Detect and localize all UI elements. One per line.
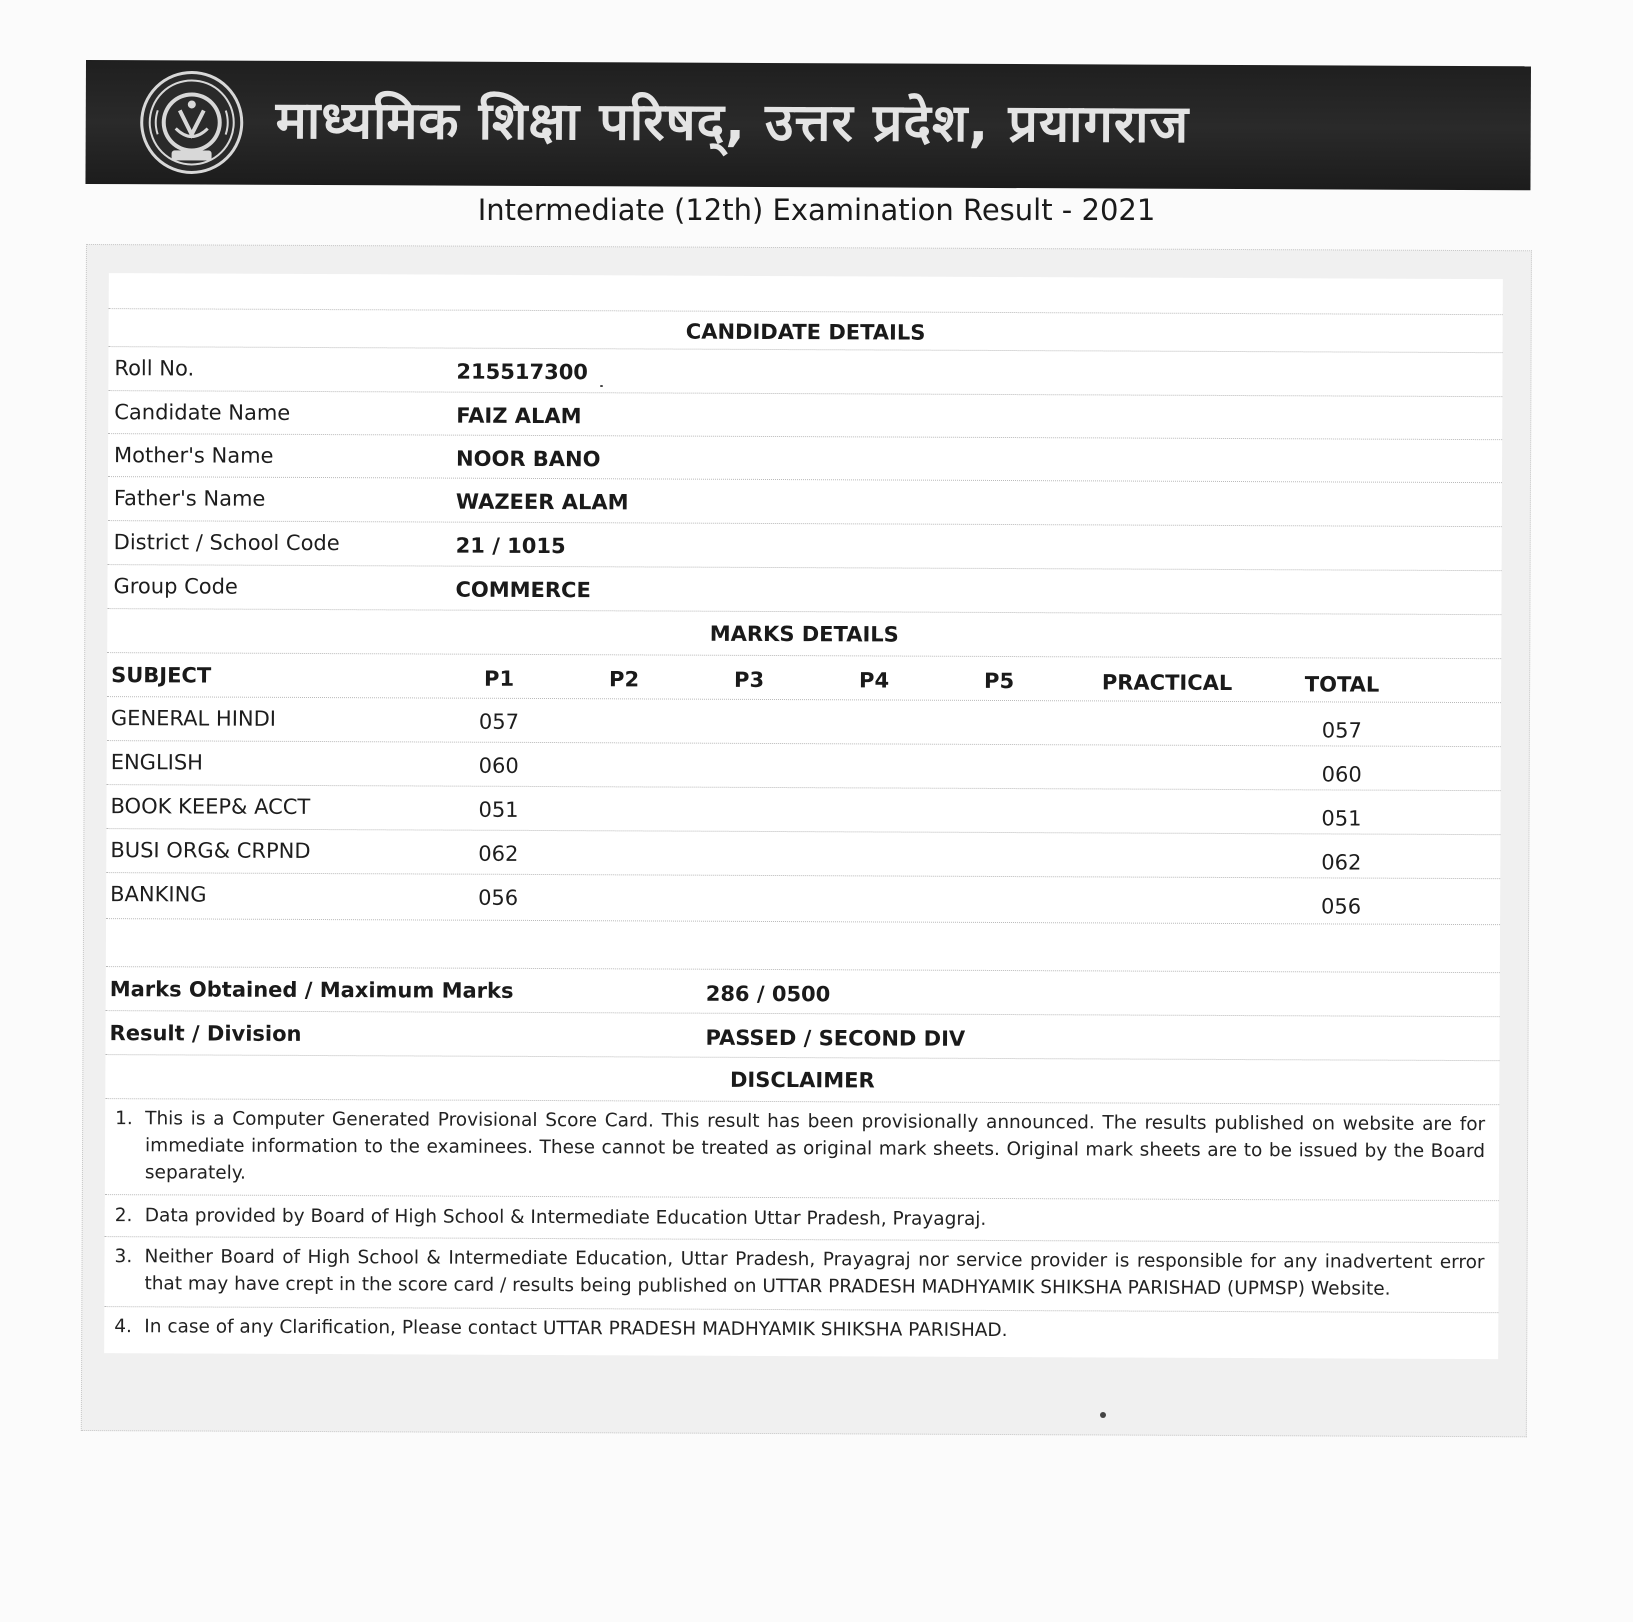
disclaimer-number: 3.: [114, 1246, 133, 1268]
column-header-p3: P3: [734, 667, 765, 692]
column-header-p1: P1: [484, 666, 515, 691]
field-label: Roll No.: [114, 356, 195, 381]
candidate-row: [108, 391, 1502, 440]
table-row: [106, 873, 1500, 925]
total-marks: 051: [1321, 806, 1362, 831]
subject-name: BUSI ORG& CRPND: [110, 838, 311, 863]
field-label: Father's Name: [113, 486, 266, 511]
result-inner: [104, 273, 1503, 1359]
disclaimer-item-row: [105, 1195, 1499, 1243]
result-row: [105, 1011, 1499, 1061]
result-division-label: Result / Division: [109, 1021, 302, 1046]
column-header-p4: P4: [859, 668, 890, 693]
p1-marks: 056: [478, 885, 519, 910]
field-label: Candidate Name: [114, 400, 291, 425]
board-title: माध्यमिक शिक्षा परिषद्, उत्तर प्रदेश, प्रयागराज: [275, 90, 1190, 155]
disclaimer-text: Data provided by Board of High School & Intermediate Education Uttar Pradesh, Prayagraj.: [144, 1205, 987, 1230]
result-card: [81, 244, 1532, 1437]
disclaimer-item: [115, 1202, 1485, 1235]
disclaimer-number: 1.: [115, 1108, 133, 1130]
up-government-emblem-icon: [140, 70, 244, 174]
column-header-practical: PRACTICAL: [1101, 670, 1233, 696]
blank-row: [106, 919, 1500, 973]
marks-obtained-value: 286 / 0500: [705, 981, 831, 1007]
total-marks: 057: [1321, 718, 1362, 743]
p1-marks: 057: [478, 709, 520, 734]
field-value: FAIZ ALAM: [456, 403, 582, 429]
subject-name: BANKING: [110, 882, 207, 907]
table-row: [106, 829, 1500, 879]
column-header-subject: SUBJECT: [111, 663, 212, 688]
field-value: COMMERCE: [455, 577, 591, 603]
candidate-row: [107, 565, 1501, 615]
field-label: Group Code: [113, 574, 238, 599]
column-header-p5: P5: [984, 668, 1015, 694]
result-division-value: PASSED / SECOND DIV: [705, 1025, 966, 1051]
disclaimer-item: [114, 1313, 1484, 1346]
table-row: [107, 697, 1501, 747]
table-row: [106, 785, 1500, 835]
marks-heading-row: [107, 609, 1501, 659]
column-header-total: TOTAL: [1304, 672, 1380, 697]
field-label: Mother's Name: [114, 443, 274, 468]
disclaimer-number: 4.: [114, 1316, 132, 1338]
p1-marks: 051: [478, 797, 519, 822]
candidate-row: [108, 477, 1502, 527]
candidate-details-heading: CANDIDATE DETAILS: [685, 319, 926, 345]
p1-marks: 060: [478, 753, 519, 778]
scan-speck: [600, 385, 603, 387]
disclaimer-item: [115, 1105, 1485, 1192]
p1-marks: 062: [478, 841, 519, 866]
field-label: District / School Code: [113, 530, 340, 556]
disclaimer-heading-row: [105, 1055, 1499, 1105]
total-marks: 062: [1321, 850, 1362, 875]
marks-header-row: [107, 653, 1501, 703]
disclaimer-text: This is a Computer Generated Provisional Score Card. This result has been provisionally announced. The results published on website are for immediate information to the examinees. These cannot be treated as original mark sheets. Original mark sheets are to be issued by the Board separately.: [144, 1108, 1486, 1184]
header-banner: [85, 60, 1531, 190]
exam-title: Intermediate (12th) Examination Result - 2021: [477, 193, 1156, 227]
field-value: 215517300: [456, 359, 589, 385]
disclaimer-item-row: [104, 1307, 1498, 1357]
marks-summary-row: [106, 967, 1500, 1017]
subject-name: BOOK KEEP& ACCT: [110, 794, 311, 819]
top-divider: [109, 273, 1503, 315]
field-value: 21 / 1015: [455, 533, 566, 559]
marks-details-heading: MARKS DETAILS: [709, 621, 899, 647]
disclaimer-item-row: [105, 1099, 1499, 1201]
column-header-p2: P2: [609, 667, 640, 692]
total-marks: 056: [1321, 894, 1362, 919]
disclaimer-item: [114, 1243, 1484, 1303]
marks-obtained-label: Marks Obtained / Maximum Marks: [109, 977, 514, 1003]
scan-speck: [1100, 1412, 1106, 1418]
disclaimer-heading: DISCLAIMER: [729, 1067, 875, 1093]
field-value: NOOR BANO: [456, 446, 601, 472]
disclaimer-number: 2.: [114, 1205, 133, 1227]
heading-row: [109, 309, 1503, 353]
disclaimer-text: Neither Board of High School & Intermediate Education, Uttar Pradesh, Prayagraj nor service provider is responsible for any inadvertent error that may have crept in the score card / results being published on UTTAR PRADESH MADHYAMIK SHIKSHA PARISHAD (UPMSP) Website.: [144, 1246, 1485, 1300]
field-value: WAZEER ALAM: [455, 489, 629, 515]
candidate-row: [108, 347, 1502, 397]
candidate-row: [108, 434, 1502, 483]
total-marks: 060: [1321, 762, 1362, 787]
disclaimer-item-row: [104, 1237, 1498, 1313]
candidate-row: [108, 521, 1502, 571]
table-row: [107, 741, 1501, 791]
subject-name: ENGLISH: [110, 750, 204, 775]
disclaimer-text: In case of any Clarification, Please contact UTTAR PRADESH MADHYAMIK SHIKSHA PARISHAD.: [144, 1316, 1008, 1342]
subject-name: GENERAL HINDI: [110, 706, 277, 731]
